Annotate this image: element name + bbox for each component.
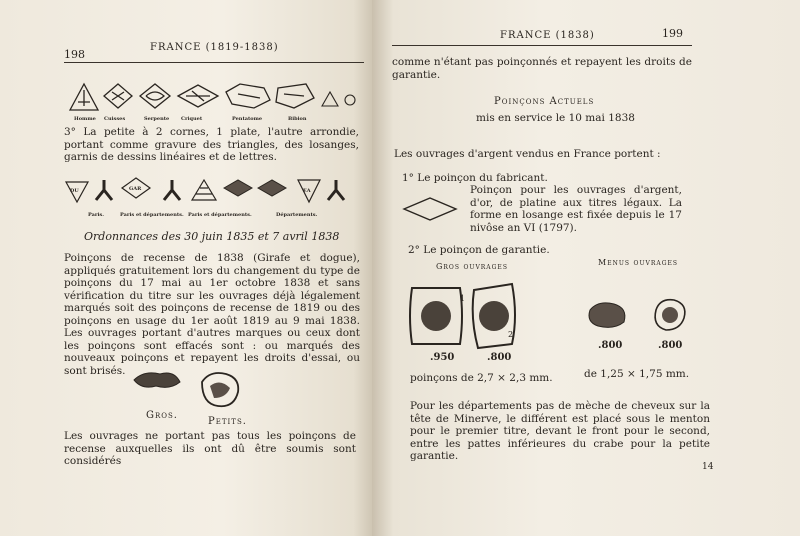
left-page	[0, 0, 372, 536]
paragraph-recense-1838: Poinçons de recense de 1838 (Girafe et dogue), appliqués gratuitement lors du changement du type de poinçons du 17 mai au 1er octobre 1838 et sans vérification du titre sur les ouvrages déjà légalement marqués soit des poinçons de recense de 1819 ou des poinçons en usage du 1er août 1819 au 9 mai 1838. Les ouvrages portant d'autres marques ou ceux dont les poinçons sont effacés sont : ou marqués des nouveaux poinçons et repayent les droits d'essai, ou sont brisés.	[64, 252, 360, 377]
paragraph-3: 3° La petite à 2 cornes, 1 plate, l'autre arrondie, portant comme gravure des triangles, des losanges, garnis de dessins linéaires et de lettres.	[64, 126, 359, 163]
small-circle-icon	[345, 95, 355, 105]
hallmark-lozenge-icon	[258, 180, 286, 196]
mark-label: Serpente	[144, 116, 170, 122]
paragraph-departements: Pour les départements pas de mèche de cheveux sur la tête de Minerve, le différent est placé sous le menton pour le premier titre, devant le front pour le second, entre les pattes inférieures du crabe pour la petite garantie.	[410, 400, 710, 462]
mark-label: Paris.	[88, 212, 104, 218]
mark-label: Pentatome	[232, 116, 263, 122]
mark-label: Criquet	[181, 116, 203, 122]
mark-label: Bibion	[288, 116, 307, 122]
crab-marks-figure	[584, 294, 694, 336]
paragraph-ouvrages: Les ouvrages ne portant pas tous les poinçons de recense auxquelles ils ont dû être soumis sont considérés	[64, 430, 356, 467]
label-petits: Petits.	[208, 416, 247, 427]
footer-number: 14	[702, 462, 714, 472]
line-ouvrages-argent: Les ouvrages d'argent vendus en France portent :	[394, 148, 661, 160]
section-title: Poinçons Actuels	[494, 96, 595, 107]
hallmark-homme-icon	[70, 84, 98, 110]
hallmark-bibion-icon	[276, 84, 314, 108]
mark-label: Paris et départements.	[120, 212, 184, 218]
running-header-left: FRANCE (1819-1838)	[150, 42, 279, 53]
maker-lozenge-figure	[402, 196, 458, 222]
label-menus-ouvrages: Menus ouvrages	[598, 258, 678, 267]
label-gros-ouvrages: Gros ouvrages	[436, 262, 508, 271]
menus-size: de 1,25 × 1,75 mm.	[584, 368, 690, 380]
section-subtitle: mis en service le 10 mai 1838	[476, 112, 635, 124]
hallmark-fork-icon	[328, 180, 344, 200]
hallmark-hatched-triangle-icon	[192, 180, 216, 200]
mark-value: .950	[430, 352, 455, 363]
girafe-mark-icon	[134, 373, 180, 387]
mark-letter: EA	[303, 188, 311, 194]
small-triangle-icon	[322, 92, 338, 106]
hallmark-y-icon	[164, 180, 180, 200]
mark-letter: GAR	[129, 186, 142, 192]
ordinance-title: Ordonnances des 30 juin 1835 et 7 avril 1838	[84, 230, 340, 243]
item-fabricant: 1° Le poinçon du fabricant.	[402, 172, 548, 184]
mark-label: Départements.	[276, 212, 318, 218]
triangle-lozenge-hallmarks-figure	[64, 176, 364, 206]
mark-letter: DU	[70, 188, 79, 194]
mark-digit: 1	[460, 294, 466, 303]
mark-digit: 2	[508, 330, 514, 339]
recense-marks-figure	[130, 368, 250, 412]
hallmark-lozenge-icon	[224, 180, 252, 196]
item-garantie: 2° Le poinçon de garantie.	[408, 244, 550, 256]
header-rule-right	[392, 45, 692, 46]
header-rule-left	[64, 62, 364, 63]
lozenge-icon	[404, 198, 456, 220]
gros-size: poinçons de 2,7 × 2,3 mm.	[410, 372, 553, 384]
minerve-head-icon	[421, 301, 451, 331]
mark-label: Paris et départements.	[188, 212, 252, 218]
mark-label: Cuisses	[104, 116, 126, 122]
minerve-marks-figure	[408, 282, 518, 352]
mark-value: .800	[598, 340, 623, 351]
mark-label: Homme	[74, 116, 96, 122]
item-fabricant-description: Poinçon pour les ouvrages d'argent, d'or, de platine aux titres légaux. La forme en losange est fixée depuis le 17 nivôse an VI (1797).	[470, 184, 682, 234]
page-number-left: 198	[64, 48, 85, 61]
hallmark-serpente-icon	[140, 84, 170, 108]
paragraph-continuation: comme n'étant pas poinçonnés et repayent les droits de garantie.	[392, 56, 692, 81]
right-page	[372, 0, 800, 536]
insect-hallmarks-figure	[68, 82, 358, 112]
crabe-body-icon	[662, 307, 678, 323]
hallmark-fork-icon	[96, 180, 112, 200]
page-number-right: 199	[662, 27, 683, 40]
crabe-mark-icon	[589, 303, 625, 327]
dogue-head-icon	[210, 382, 230, 398]
label-gros: Gros.	[146, 410, 178, 421]
mark-value: .800	[487, 352, 512, 363]
hallmark-cuisses-icon	[104, 84, 132, 108]
hallmark-criquet-icon	[178, 85, 218, 107]
mark-value: .800	[658, 340, 683, 351]
running-header-right: FRANCE (1838)	[500, 30, 595, 41]
hallmark-pentatome-icon	[226, 84, 270, 108]
minerve-head-icon	[479, 301, 509, 331]
